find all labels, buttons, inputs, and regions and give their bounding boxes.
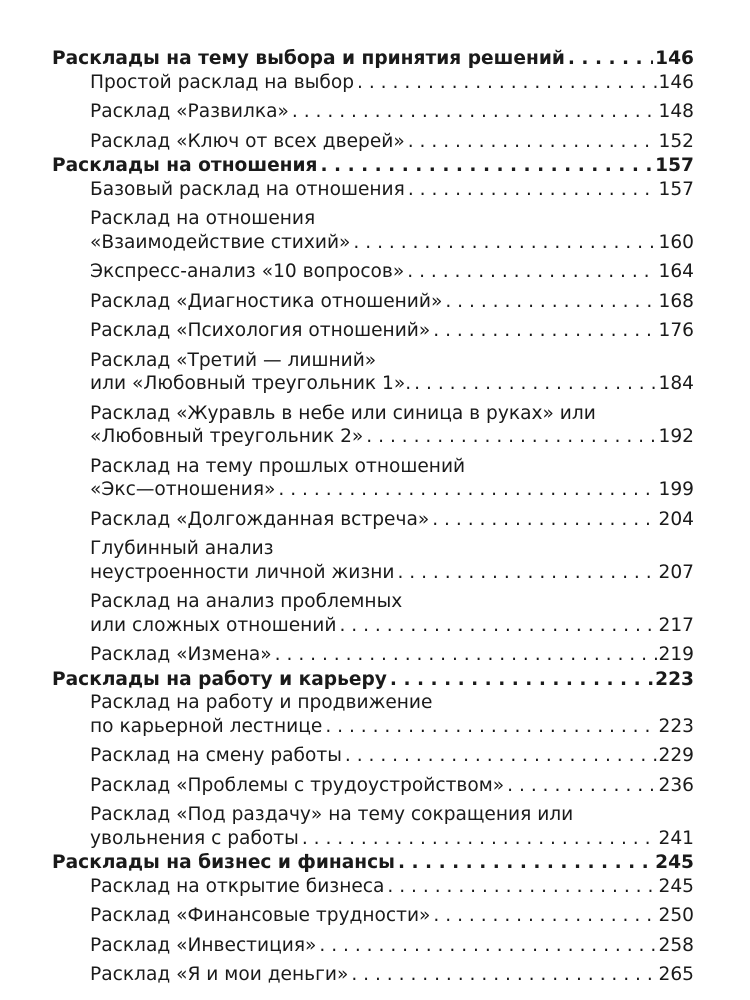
toc-leader-line <box>90 904 694 928</box>
toc-entry <box>52 774 694 798</box>
toc-leader-line <box>52 668 694 692</box>
dot-leader <box>318 154 654 178</box>
page-number: 245 <box>658 875 694 897</box>
toc-leader-line <box>90 934 694 958</box>
dot-leader <box>350 231 656 255</box>
toc-leader-line <box>90 744 694 768</box>
toc-title-line: Расклад на анализ проблемных <box>90 591 403 612</box>
dot-leader <box>289 100 657 124</box>
page-number: 223 <box>655 668 694 690</box>
toc-entry <box>52 963 694 987</box>
page-number: 192 <box>658 426 694 447</box>
toc-title-line: Расклад «Долгожданная встреча» <box>90 508 430 530</box>
dot-leader <box>363 425 656 449</box>
toc-leader-line <box>90 643 694 667</box>
toc-title-line: Глубинный анализ <box>90 538 274 559</box>
page-number: 250 <box>658 905 694 926</box>
toc-leader-line <box>90 508 694 532</box>
table-of-contents <box>52 46 694 987</box>
dot-leader <box>272 643 657 667</box>
toc-entry <box>52 875 694 899</box>
toc-leader-line <box>90 715 694 739</box>
dot-leader <box>404 260 656 284</box>
page-number: 176 <box>658 320 694 341</box>
dot-leader <box>348 963 656 987</box>
toc-title-line: Расклад «Измена» <box>90 644 272 665</box>
toc-entry <box>52 130 694 154</box>
toc-entry <box>52 590 694 637</box>
dot-leader <box>322 715 656 739</box>
dot-leader <box>405 178 657 202</box>
toc-entry <box>52 100 694 124</box>
page-number: 241 <box>658 827 694 849</box>
page-number: 204 <box>658 508 694 530</box>
toc-title-line: Расклад «Журавль в небе или синица в руках» или <box>90 402 596 424</box>
dot-leader <box>384 875 656 899</box>
toc-title-line: Расклад «Финансовые трудности» <box>90 905 431 926</box>
dot-leader <box>411 372 656 396</box>
toc-entry <box>52 904 694 928</box>
dot-leader <box>565 47 653 71</box>
toc-entry <box>52 508 694 532</box>
toc-title-line: Базовый расклад на отношения <box>90 178 405 200</box>
toc-leader-line <box>90 425 694 449</box>
toc-leader-line <box>90 478 694 502</box>
toc-leader-line <box>52 851 694 875</box>
toc-title-line: Расклады на отношения <box>52 155 318 176</box>
toc-title-line: Простой расклад на выбор <box>90 71 355 93</box>
toc-section-heading <box>52 851 694 875</box>
toc-entry <box>52 691 694 738</box>
toc-entry <box>52 71 694 95</box>
page-number: 219 <box>658 644 694 665</box>
toc-leader-line <box>90 100 694 124</box>
page-number: 152 <box>658 130 694 152</box>
toc-title-line: «Любовный треугольник 2» <box>90 426 364 447</box>
toc-title-line: «Экс—отношения» <box>90 479 276 500</box>
toc-title-line: Расклад «Инвестиция» <box>90 934 317 956</box>
toc-title-line: Расклад «Под раздачу» на тему сокращения или <box>90 804 574 825</box>
toc-title-line: Расклад «Третий — лишний» <box>90 349 377 371</box>
toc-title-line: увольнения с работы <box>90 827 299 849</box>
toc-entry <box>52 349 694 396</box>
dot-leader <box>429 508 656 532</box>
dot-leader <box>504 774 656 798</box>
toc-title-line: Расклад «Развилка» <box>90 101 289 122</box>
toc-title-line: Расклады на бизнес и финансы <box>52 852 395 873</box>
page-number: 265 <box>658 964 694 985</box>
dot-leader <box>316 934 656 958</box>
toc-title-line: Расклад на работу и продвижение <box>90 692 433 713</box>
toc-entry <box>52 402 694 449</box>
page-number: 217 <box>658 614 694 636</box>
toc-section-heading <box>52 154 694 178</box>
toc-entry <box>52 319 694 343</box>
toc-section-heading <box>52 668 694 692</box>
toc-title-line: Расклад на отношения <box>90 208 316 229</box>
toc-leader-line <box>52 154 694 178</box>
toc-title-line: Расклад «Психология отношений» <box>90 320 431 341</box>
page-number: 146 <box>655 48 694 69</box>
toc-leader-line <box>90 875 694 899</box>
dot-leader <box>342 744 657 768</box>
dot-leader <box>430 319 656 343</box>
toc-title-line: Расклад на смену работы <box>90 745 342 766</box>
toc-leader-line <box>90 561 694 585</box>
toc-leader-line <box>90 774 694 798</box>
toc-title-line: Расклад «Проблемы с трудоустройством» <box>90 774 505 796</box>
page-number: 258 <box>658 934 694 956</box>
toc-title-line: Расклад «Диагностика отношений» <box>90 290 443 312</box>
toc-leader-line <box>90 231 694 255</box>
page-number: 207 <box>658 561 694 583</box>
page-number: 229 <box>658 745 694 766</box>
toc-entry <box>52 643 694 667</box>
page-number: 146 <box>658 71 694 93</box>
toc-entry <box>52 260 694 284</box>
toc-title-line: или «Любовный треугольник 1». <box>90 373 412 394</box>
dot-leader <box>275 478 656 502</box>
toc-title-line: Расклады на тему выбора и принятия решений <box>52 48 565 69</box>
toc-title-line: Расклад «Я и мои деньги» <box>90 964 349 985</box>
toc-entry <box>52 744 694 768</box>
toc-title-line: неустроенности личной жизни <box>90 561 395 583</box>
page-number: 236 <box>658 774 694 796</box>
toc-entry <box>52 803 694 850</box>
dot-leader <box>387 668 653 692</box>
dot-leader <box>442 290 656 314</box>
dot-leader <box>336 614 656 638</box>
toc-leader-line <box>90 71 694 95</box>
toc-title-line: или сложных отношений <box>90 614 337 636</box>
page-number: 168 <box>658 290 694 312</box>
toc-title-line: Расклад на тему прошлых отношений <box>90 455 466 477</box>
page-number: 157 <box>658 178 694 200</box>
toc-title-line: «Взаимодействие стихий» <box>90 231 351 253</box>
toc-title-line: по карьерной лестнице <box>90 715 323 737</box>
toc-leader-line <box>52 47 694 71</box>
toc-leader-line <box>90 319 694 343</box>
toc-title-line: Расклад на открытие бизнеса <box>90 875 385 897</box>
toc-leader-line <box>90 130 694 154</box>
dot-leader <box>395 851 653 875</box>
toc-entry <box>52 934 694 958</box>
page-number: 164 <box>658 261 694 282</box>
toc-leader-line <box>90 614 694 638</box>
page-number: 199 <box>658 479 694 500</box>
toc-title-line: Расклад «Ключ от всех дверей» <box>90 130 405 152</box>
dot-leader <box>405 130 657 154</box>
toc-leader-line <box>90 827 694 851</box>
page-number: 160 <box>658 231 694 253</box>
dot-leader <box>299 827 657 851</box>
toc-entry <box>52 537 694 584</box>
toc-leader-line <box>90 290 694 314</box>
toc-entry <box>52 178 694 202</box>
toc-section-heading <box>52 47 694 71</box>
toc-entry <box>52 290 694 314</box>
page-number: 184 <box>658 373 694 394</box>
dot-leader <box>354 71 656 95</box>
page-number: 148 <box>658 101 694 122</box>
dot-leader <box>394 561 656 585</box>
toc-entry <box>52 207 694 254</box>
toc-title-line: Экспресс-анализ «10 вопросов» <box>90 261 405 282</box>
toc-title-line: Расклады на работу и карьеру <box>52 668 387 690</box>
dot-leader <box>430 904 656 928</box>
page-number: 223 <box>658 715 694 737</box>
toc-leader-line <box>90 260 694 284</box>
toc-leader-line <box>90 178 694 202</box>
toc-leader-line <box>90 372 694 396</box>
page-number: 245 <box>655 852 694 873</box>
page-number: 157 <box>655 155 694 176</box>
toc-leader-line <box>90 963 694 987</box>
toc-entry <box>52 455 694 502</box>
